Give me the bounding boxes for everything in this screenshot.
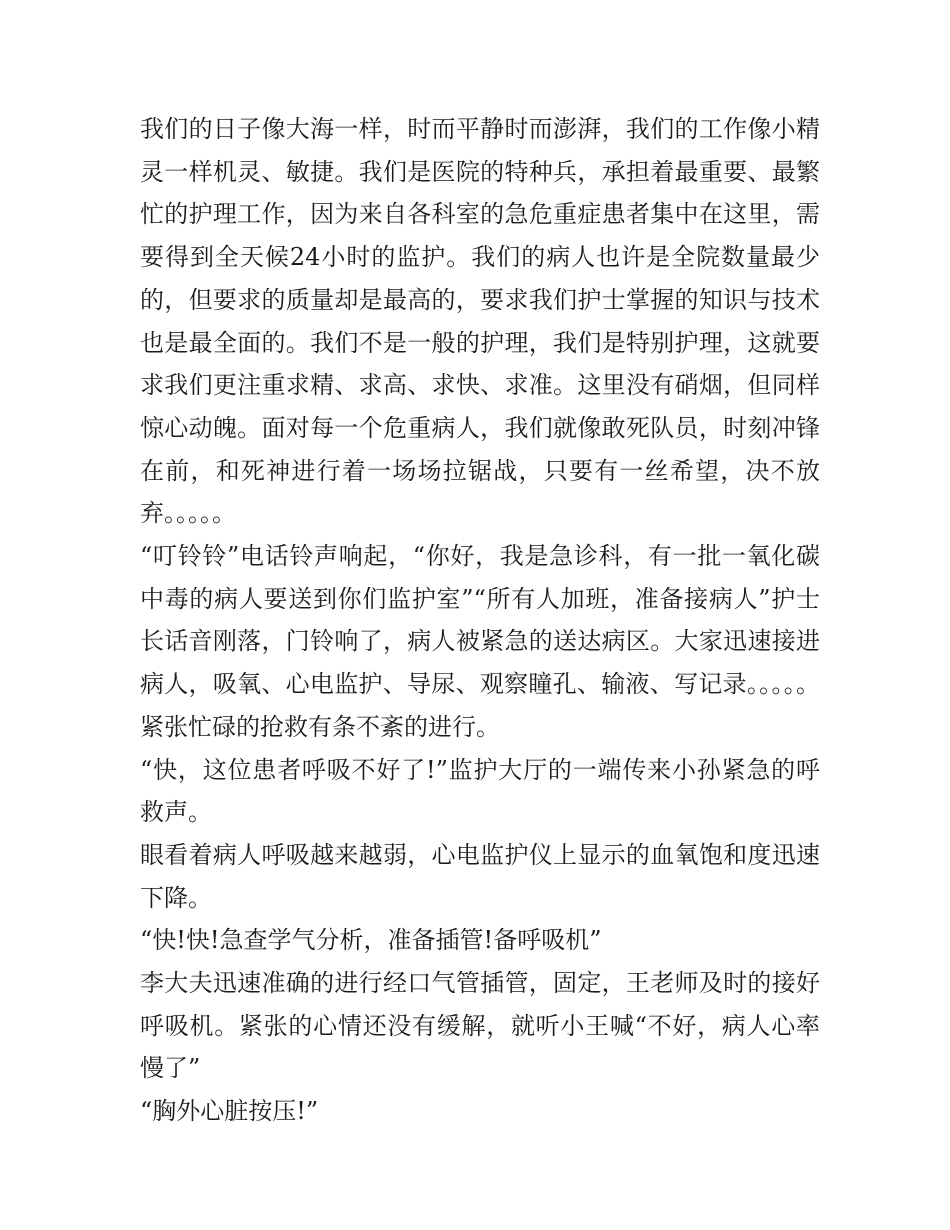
document-body bbox=[140, 108, 820, 1133]
paragraph-phone-call: “叮铃铃”电话铃声响起，“你好，我是急诊科，有一批一氧化碳中毒的病人要送到你们监护室”“所有人加班，准备接病人”护士长话音刚落，门铃响了，病人被紧急的送达病区。大家迅速接进病人，吸氧、心电监护、导尿、观察瞳孔、输液、写记录。。。。。紧张忙碌的抢救有条不紊的进行。 bbox=[140, 542, 820, 741]
paragraph-intro: 我们的日子像大海一样，时而平静时而澎湃，我们的工作像小精灵一样机灵、敏捷。我们是医院的特种兵，承担着最重要、最繁忙的护理工作，因为来自各科室的急危重症患者集中在这里，需要得到全天候24小时的监护。我们的病人也许是全院数量最少的，但要求的质量却是最高的，要求我们护士掌握的知识与技术也是最全面的。我们不是一般的护理，我们是特别护理，这就要求我们更注重求精、求高、求快、求准。这里没有硝烟，但同样惊心动魄。面对每一个危重病人，我们就像敢死队员，时刻冲锋在前，和死神进行着一场场拉锯战，只要有一丝希望，决不放弃。。。。。 bbox=[140, 115, 820, 528]
paragraph-breathing-alert: “快，这位患者呼吸不好了!”监护大厅的一端传来小孙紧急的呼救声。 bbox=[140, 755, 820, 827]
paragraph-cpr-order: “胸外心脏按压!” bbox=[140, 1097, 319, 1126]
paragraph-oxygen-drop: 眼看着病人呼吸越来越弱，心电监护仪上显示的血氧饱和度迅速下降。 bbox=[140, 840, 820, 912]
paragraph-intubation: 李大夫迅速准确的进行经口气管插管，固定，王老师及时的接好呼吸机。紧张的心情还没有缓解，就听小王喊“不好，病人心率慢了” bbox=[140, 969, 820, 1083]
paragraph-intubation-order: “快!快!急查学气分析，准备插管!备呼吸机” bbox=[140, 926, 602, 955]
